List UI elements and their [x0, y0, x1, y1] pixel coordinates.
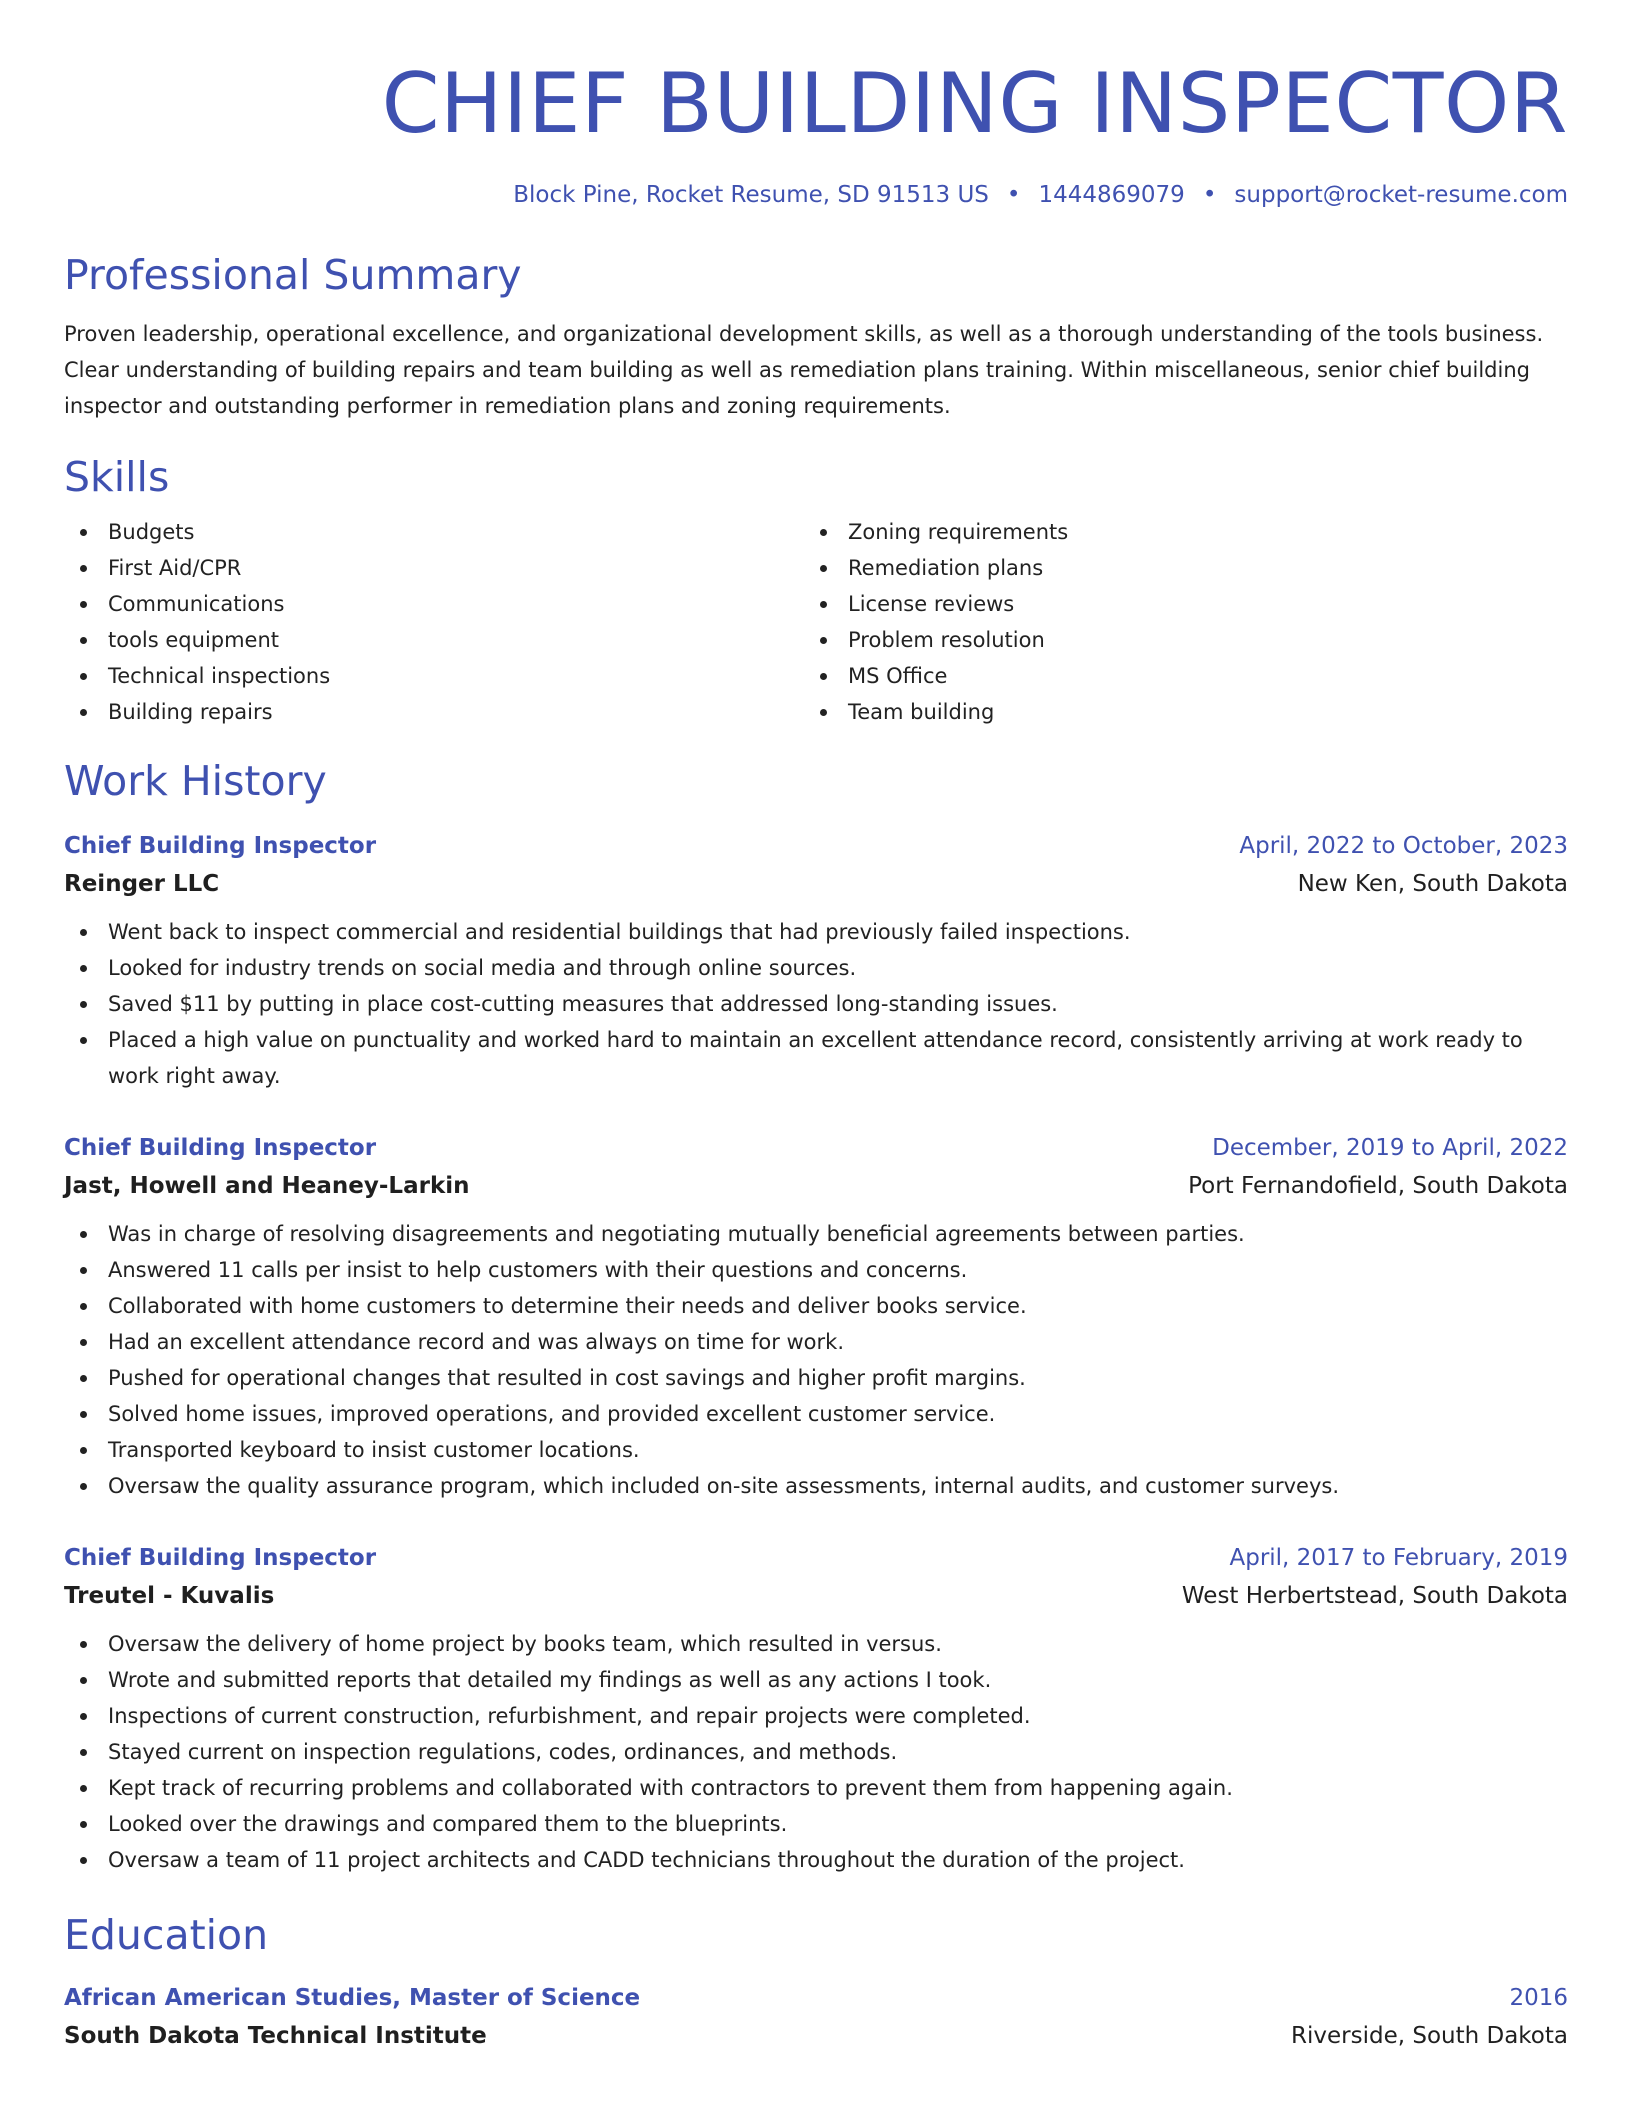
- skills-column-left: [64, 514, 804, 730]
- education-heading: Education: [64, 1911, 269, 1959]
- job-location: Port Fernandofield, South Dakota: [1188, 1173, 1568, 1199]
- job-bullets: [64, 1216, 1568, 1504]
- skills-list: [64, 514, 1568, 730]
- contact-line: [64, 180, 1568, 210]
- education-entry: [64, 1980, 1568, 2056]
- job-bullet: Was in charge of resolving disagreements and negotiating mutually beneficial agreements between parties.: [64, 1216, 1568, 1252]
- job-bullet: Had an excellent attendance record and was always on time for work.: [64, 1324, 1568, 1360]
- job-location: New Ken, South Dakota: [1297, 871, 1568, 897]
- summary-heading: Professional Summary: [64, 251, 522, 299]
- job-entry: [64, 1130, 1568, 1504]
- job-bullet: Wrote and submitted reports that detailed my findings as well as any actions I took.: [64, 1662, 1568, 1698]
- job-bullet: Oversaw the quality assurance program, which included on-site assessments, internal audits, and customer surveys.: [64, 1468, 1568, 1504]
- contact-email: support@rocket-resume.com: [1234, 182, 1568, 208]
- skill-item: tools equipment: [64, 622, 804, 658]
- skill-item: Technical inspections: [64, 658, 804, 694]
- job-bullet: Inspections of current construction, refurbishment, and repair projects were completed.: [64, 1698, 1568, 1734]
- contact-separator: •: [1006, 182, 1021, 208]
- skill-item: Building repairs: [64, 694, 804, 730]
- company-name: Treutel - Kuvalis: [64, 1583, 275, 1609]
- job-bullet: Solved home issues, improved operations, and provided excellent customer service.: [64, 1396, 1568, 1432]
- contact-address: Block Pine, Rocket Resume, SD 91513 US: [513, 182, 989, 208]
- job-location: West Herbertstead, South Dakota: [1181, 1583, 1568, 1609]
- job-entry: [64, 1540, 1568, 1878]
- skill-item: License reviews: [804, 586, 1544, 622]
- skill-item: First Aid/CPR: [64, 550, 804, 586]
- job-bullet: Looked over the drawings and compared them to the blueprints.: [64, 1806, 1568, 1842]
- skill-item: MS Office: [804, 658, 1544, 694]
- job-bullet: Oversaw the delivery of home project by books team, which resulted in versus.: [64, 1626, 1568, 1662]
- contact-phone: 1444869079: [1038, 182, 1185, 208]
- skill-item: Problem resolution: [804, 622, 1544, 658]
- job-bullet: Transported keyboard to insist customer locations.: [64, 1432, 1568, 1468]
- job-bullet: Answered 11 calls per insist to help customers with their questions and concerns.: [64, 1252, 1568, 1288]
- job-dates: April, 2017 to February, 2019: [1229, 1545, 1568, 1571]
- job-title: Chief Building Inspector: [64, 1135, 377, 1161]
- skill-item: Communications: [64, 586, 804, 622]
- school-location: Riverside, South Dakota: [1291, 2023, 1568, 2049]
- skills-heading: Skills: [64, 453, 170, 501]
- job-bullet: Stayed current on inspection regulations, codes, ordinances, and methods.: [64, 1734, 1568, 1770]
- degree: African American Studies, Master of Science: [64, 1985, 641, 2011]
- job-bullet: Collaborated with home customers to determine their needs and deliver books service.: [64, 1288, 1568, 1324]
- skill-item: Remediation plans: [804, 550, 1544, 586]
- job-bullet: Went back to inspect commercial and residential buildings that had previously failed inspections.: [64, 914, 1568, 950]
- company-name: Jast, Howell and Heaney-Larkin: [64, 1173, 470, 1199]
- contact-separator: •: [1202, 182, 1217, 208]
- company-name: Reinger LLC: [64, 871, 220, 897]
- job-bullets: [64, 1626, 1568, 1878]
- job-title: Chief Building Inspector: [64, 1545, 377, 1571]
- graduation-year: 2016: [1509, 1985, 1568, 2011]
- skill-item: Budgets: [64, 514, 804, 550]
- job-dates: April, 2022 to October, 2023: [1239, 833, 1568, 859]
- job-bullet: Oversaw a team of 11 project architects and CADD technicians throughout the duration of the project.: [64, 1842, 1568, 1878]
- job-bullet: Saved $11 by putting in place cost-cutting measures that addressed long-standing issues.: [64, 986, 1568, 1022]
- job-entry: [64, 828, 1568, 1094]
- job-title: Chief Building Inspector: [64, 833, 377, 859]
- job-bullet: Kept track of recurring problems and collaborated with contractors to prevent them from happening again.: [64, 1770, 1568, 1806]
- candidate-name: CHIEF BUILDING INSPECTOR: [381, 55, 1568, 152]
- school-name: South Dakota Technical Institute: [64, 2023, 487, 2049]
- job-bullets: [64, 914, 1568, 1094]
- skills-column-right: [804, 514, 1544, 730]
- work-history-heading: Work History: [64, 757, 327, 805]
- job-bullet: Placed a high value on punctuality and worked hard to maintain an excellent attendance record, consistently arriving at work ready to work right away.: [64, 1022, 1568, 1094]
- skill-item: Zoning requirements: [804, 514, 1544, 550]
- summary-text: Proven leadership, operational excellence, and organizational development skills, as well as a thorough understanding of the tools business. Clear understanding of building repairs and team building as well as remediation plans training. Within miscellaneous, senior chief building inspector and outstanding performer in remediation plans and zoning requirements.: [64, 322, 1544, 418]
- job-dates: December, 2019 to April, 2022: [1212, 1135, 1568, 1161]
- job-bullet: Pushed for operational changes that resulted in cost savings and higher profit margins.: [64, 1360, 1568, 1396]
- skill-item: Team building: [804, 694, 1544, 730]
- job-bullet: Looked for industry trends on social media and through online sources.: [64, 950, 1568, 986]
